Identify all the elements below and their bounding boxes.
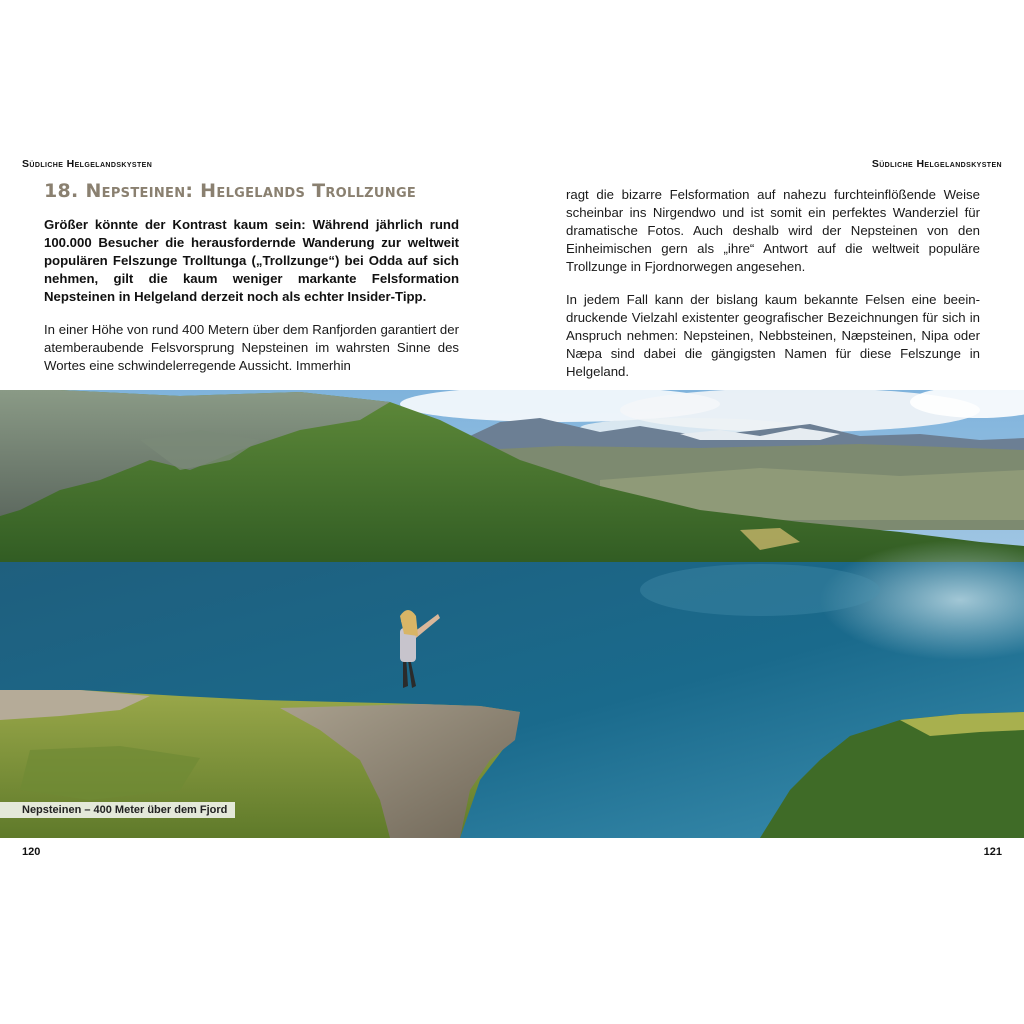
- photo-caption: Nepsteinen – 400 Meter über dem Fjord: [0, 802, 235, 818]
- article-title: 18. Nepsteinen: Helgelands Trollzunge: [44, 180, 417, 202]
- running-head-left: Südliche Helgelandskysten: [22, 158, 153, 170]
- body-paragraph-3: In jedem Fall kann der bislang kaum bekannte Felsen eine beeindruckende Vielzahl existenter geografischer Bezeichnungen für sich in Anspruch nehmen: Nepsteinen, Nebbsteinen, Næpsteinen, Nipa oder Næpa sind dabei die gängigsten Namen für diese Felszunge in Helgeland.: [566, 292, 980, 379]
- body-paragraph-2: ragt die bizarre Felsformation auf nahezu furchteinflößende Weise scheinbar ins Nirgendwo und ist somit ein perfektes Wanderziel für dramatische Fotos. Auch deshalb wird der Nepsteinen von den Einheimischen gern als „ihre“ Antwort auf die weltweit populäre Trollzunge in Fjordnorwegen angesehen.: [566, 187, 980, 274]
- fjord-photo: [0, 390, 1024, 838]
- body-paragraph-1: In einer Höhe von rund 400 Metern über dem Ranfjorden garantiert der atemberaubende Felsvorsprung Nepsteinen im wahrsten Sinne des Wortes eine schwindelerregende Aussicht. Immerhin: [44, 322, 459, 373]
- right-column: [566, 186, 980, 396]
- page-number-left: 120: [22, 846, 41, 858]
- lead-paragraph: Größer könnte der Kontrast kaum sein: Während jährlich rund 100.000 Besucher die herausfordernde Wanderung zur weltweit populären Felszunge Trolltunga („Trollzunge“) bei Odda auf sich nehmen, gilt die kaum weniger markante Felsformation Nepsteinen in Helgeland derzeit noch als echter Insider-Tipp.: [44, 217, 459, 304]
- page-number-right: 121: [983, 846, 1002, 858]
- left-column: [44, 180, 459, 390]
- running-head-right: Südliche Helgelandskysten: [871, 158, 1002, 170]
